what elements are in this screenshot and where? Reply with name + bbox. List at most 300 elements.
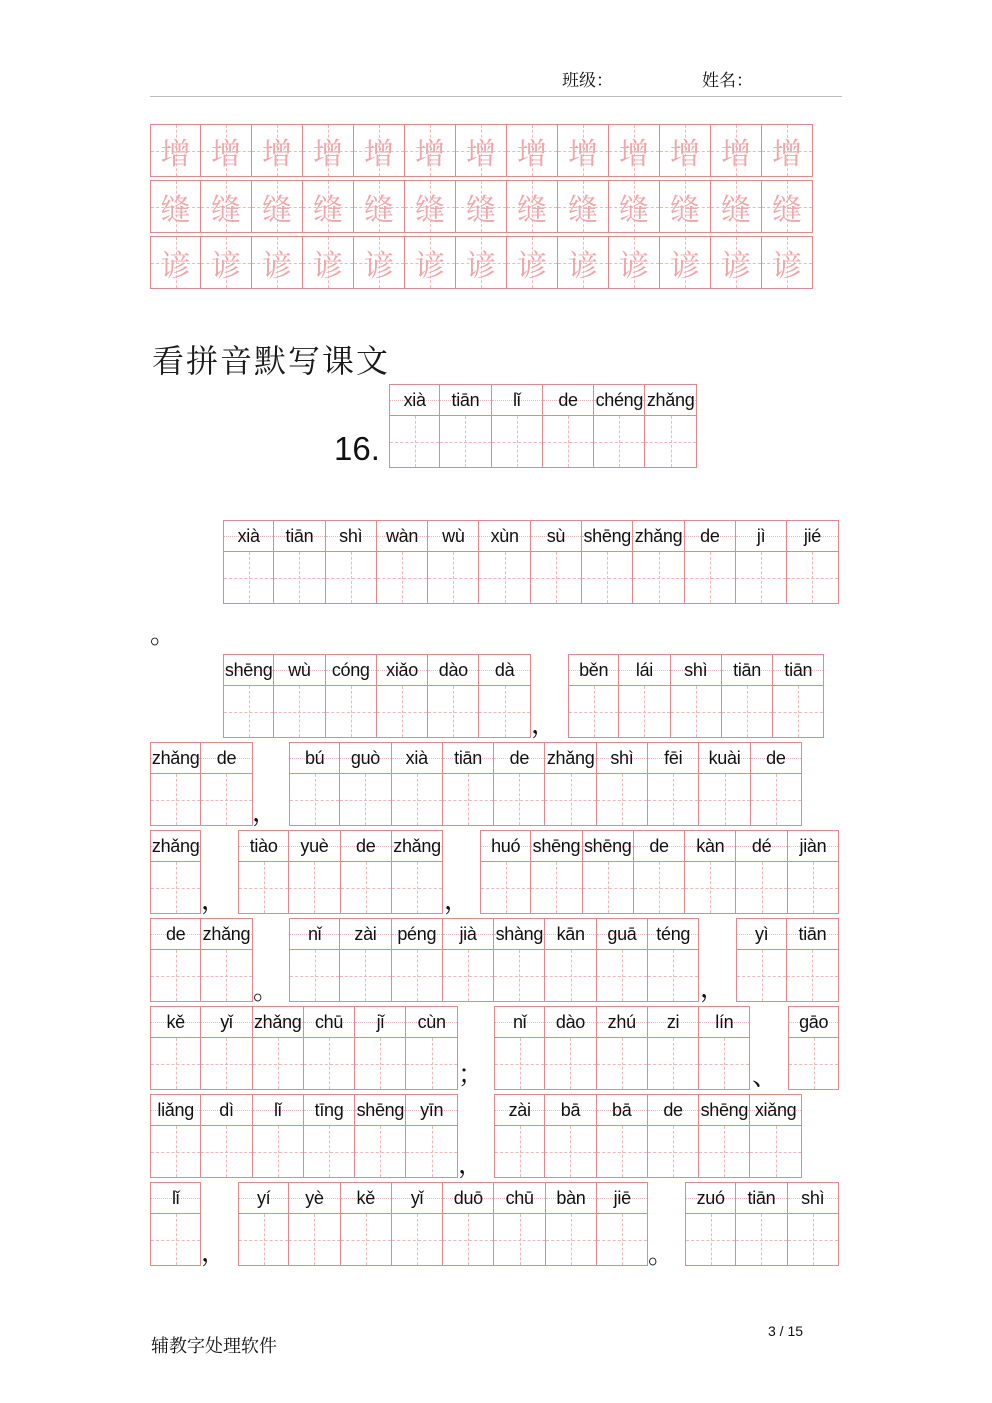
pinyin-syllable: shì bbox=[339, 525, 363, 546]
writing-cell[interactable] bbox=[568, 654, 619, 738]
writing-cell[interactable] bbox=[392, 830, 443, 914]
pinyin-label bbox=[341, 1183, 391, 1214]
tracing-character: 增 bbox=[466, 136, 496, 172]
character-box[interactable] bbox=[151, 862, 200, 913]
practice-cell[interactable] bbox=[711, 180, 762, 233]
writing-cell[interactable] bbox=[443, 1182, 494, 1266]
writing-cell[interactable] bbox=[788, 1006, 839, 1090]
pinyin-syllable: yīn bbox=[420, 1099, 444, 1120]
pinyin-label bbox=[239, 1183, 288, 1214]
character-box[interactable] bbox=[377, 686, 427, 737]
pinyin-syllable: guò bbox=[350, 747, 381, 768]
punct-comma: ， bbox=[531, 710, 558, 740]
pinyin-label bbox=[633, 521, 683, 552]
practice-cell[interactable] bbox=[456, 180, 507, 233]
character-box[interactable] bbox=[648, 774, 698, 825]
pinyin-label bbox=[787, 521, 837, 552]
pinyin-syllable: yí bbox=[256, 1187, 271, 1208]
writing-cell[interactable] bbox=[492, 384, 543, 468]
pinyin-syllable: de bbox=[663, 1099, 683, 1120]
character-box[interactable] bbox=[737, 950, 786, 1001]
practice-cell[interactable] bbox=[303, 124, 354, 177]
character-box[interactable] bbox=[377, 552, 427, 603]
character-box[interactable] bbox=[545, 950, 595, 1001]
pinyin-syllable: nǐ bbox=[512, 1011, 527, 1032]
character-box[interactable] bbox=[443, 1214, 493, 1265]
writing-cell[interactable] bbox=[428, 654, 479, 738]
writing-cell[interactable] bbox=[722, 654, 773, 738]
pinyin-label bbox=[290, 919, 339, 950]
pinyin-label bbox=[151, 1095, 200, 1126]
practice-cell[interactable] bbox=[558, 236, 609, 289]
writing-cell[interactable] bbox=[751, 742, 802, 826]
pinyin-syllable: zhǎng bbox=[646, 389, 695, 410]
writing-cell[interactable] bbox=[304, 1006, 355, 1090]
character-box[interactable] bbox=[289, 1214, 339, 1265]
writing-cell[interactable] bbox=[648, 918, 699, 1002]
writing-cell[interactable] bbox=[289, 1182, 340, 1266]
character-box[interactable] bbox=[494, 950, 544, 1001]
writing-cell[interactable] bbox=[494, 918, 545, 1002]
character-box[interactable] bbox=[634, 862, 684, 913]
practice-cell[interactable] bbox=[660, 124, 711, 177]
pinyin-label bbox=[224, 521, 273, 552]
character-box[interactable] bbox=[645, 416, 695, 467]
writing-cell[interactable] bbox=[699, 1094, 750, 1178]
character-box[interactable] bbox=[751, 774, 801, 825]
tracing-character: 缝 bbox=[415, 192, 445, 228]
practice-cell[interactable] bbox=[354, 236, 405, 289]
character-box[interactable] bbox=[597, 1126, 647, 1177]
practice-row bbox=[150, 236, 817, 289]
tracing-character: 缝 bbox=[772, 192, 802, 228]
page-indicator: 3 / 15 bbox=[768, 1323, 804, 1339]
pinyin-syllable: yǐ bbox=[220, 1011, 233, 1032]
practice-cell[interactable] bbox=[201, 180, 252, 233]
practice-cell[interactable] bbox=[150, 124, 201, 177]
character-box[interactable] bbox=[392, 1214, 442, 1265]
character-box[interactable] bbox=[545, 774, 595, 825]
pinyin-syllable: zhǎng bbox=[546, 747, 595, 768]
character-box[interactable] bbox=[619, 686, 669, 737]
character-box[interactable] bbox=[582, 552, 632, 603]
pinyin-syllable: yǐ bbox=[410, 1187, 424, 1208]
character-box[interactable] bbox=[274, 552, 324, 603]
writing-cell[interactable] bbox=[648, 742, 699, 826]
pinyin-syllable: shēng bbox=[356, 1099, 405, 1120]
character-box[interactable] bbox=[253, 1038, 303, 1089]
character-box[interactable] bbox=[699, 1126, 749, 1177]
writing-cell[interactable] bbox=[377, 654, 428, 738]
character-box[interactable] bbox=[224, 686, 273, 737]
writing-cell[interactable] bbox=[597, 1094, 648, 1178]
practice-cell[interactable] bbox=[762, 236, 813, 289]
character-box[interactable] bbox=[239, 1214, 288, 1265]
practice-cell[interactable] bbox=[150, 180, 201, 233]
writing-cell[interactable] bbox=[341, 830, 392, 914]
tracing-character: 谚 bbox=[160, 248, 191, 284]
writing-cell[interactable] bbox=[494, 1094, 545, 1178]
writing-cell[interactable] bbox=[289, 918, 340, 1002]
pinyin-syllable: shēng bbox=[700, 1099, 749, 1120]
character-box[interactable] bbox=[290, 950, 339, 1001]
character-box[interactable] bbox=[750, 1126, 800, 1177]
character-box[interactable] bbox=[326, 552, 376, 603]
pinyin-label bbox=[201, 919, 251, 950]
writing-cell[interactable] bbox=[685, 1182, 736, 1266]
pinyin-label bbox=[151, 831, 200, 862]
writing-cell[interactable] bbox=[582, 520, 633, 604]
tracing-character: 缝 bbox=[313, 192, 343, 228]
writing-cell[interactable] bbox=[392, 1182, 443, 1266]
character-box[interactable] bbox=[495, 1038, 544, 1089]
pinyin-label bbox=[750, 1095, 800, 1126]
character-box[interactable] bbox=[151, 1214, 200, 1265]
writing-cell[interactable] bbox=[645, 384, 696, 468]
character-box[interactable] bbox=[341, 1214, 391, 1265]
writing-cell[interactable] bbox=[341, 1182, 392, 1266]
character-box[interactable] bbox=[440, 416, 490, 467]
character-box[interactable] bbox=[736, 1214, 786, 1265]
practice-cell[interactable] bbox=[303, 180, 354, 233]
character-box[interactable] bbox=[787, 552, 837, 603]
writing-cell[interactable] bbox=[494, 742, 545, 826]
writing-cell[interactable] bbox=[545, 1094, 596, 1178]
pinyin-box-group bbox=[150, 1182, 201, 1266]
practice-cell[interactable] bbox=[405, 236, 456, 289]
character-box[interactable] bbox=[492, 416, 542, 467]
pinyin-box-group bbox=[150, 918, 253, 1002]
writing-cell[interactable] bbox=[634, 830, 685, 914]
practice-cell[interactable] bbox=[405, 124, 456, 177]
writing-cell[interactable] bbox=[583, 830, 634, 914]
writing-cell[interactable] bbox=[443, 918, 494, 1002]
writing-cell[interactable] bbox=[406, 1094, 457, 1178]
pinyin-label bbox=[494, 1183, 544, 1214]
writing-cell[interactable] bbox=[289, 830, 340, 914]
character-box[interactable] bbox=[253, 1126, 303, 1177]
character-box[interactable] bbox=[583, 862, 633, 913]
writing-cell[interactable] bbox=[340, 918, 391, 1002]
pinyin-syllable: bú bbox=[304, 747, 325, 768]
character-box[interactable] bbox=[151, 774, 200, 825]
character-box[interactable] bbox=[494, 774, 544, 825]
character-box[interactable] bbox=[428, 552, 478, 603]
character-box[interactable] bbox=[355, 1126, 405, 1177]
character-box[interactable] bbox=[224, 552, 273, 603]
character-box[interactable] bbox=[201, 1038, 251, 1089]
writing-cell[interactable] bbox=[750, 1094, 801, 1178]
practice-cell[interactable] bbox=[558, 124, 609, 177]
pinyin-label bbox=[224, 655, 273, 686]
practice-cell[interactable] bbox=[558, 180, 609, 233]
pinyin-syllable: dà bbox=[494, 659, 515, 680]
pinyin-syllable: shì bbox=[801, 1187, 825, 1208]
practice-cell[interactable] bbox=[609, 180, 660, 233]
character-box[interactable] bbox=[699, 1038, 749, 1089]
character-box[interactable] bbox=[340, 950, 390, 1001]
punct-period: 。 bbox=[648, 1240, 675, 1270]
punct-comma: ， bbox=[201, 1238, 228, 1268]
writing-cell[interactable] bbox=[326, 654, 377, 738]
writing-cell[interactable] bbox=[788, 830, 839, 914]
character-box[interactable] bbox=[671, 686, 721, 737]
character-box[interactable] bbox=[594, 416, 644, 467]
character-box[interactable] bbox=[546, 1214, 596, 1265]
practice-cell[interactable] bbox=[507, 124, 558, 177]
character-box[interactable] bbox=[789, 1038, 838, 1089]
writing-cell[interactable] bbox=[480, 830, 531, 914]
character-box[interactable] bbox=[390, 416, 439, 467]
writing-cell[interactable] bbox=[494, 1182, 545, 1266]
writing-cell[interactable] bbox=[223, 654, 274, 738]
writing-cell[interactable] bbox=[597, 1006, 648, 1090]
character-box[interactable] bbox=[736, 552, 786, 603]
character-box[interactable] bbox=[531, 862, 581, 913]
writing-cell[interactable] bbox=[494, 1006, 545, 1090]
character-box[interactable] bbox=[494, 1214, 544, 1265]
character-box[interactable] bbox=[392, 862, 442, 913]
writing-cell[interactable] bbox=[443, 742, 494, 826]
writing-cell[interactable] bbox=[201, 742, 252, 826]
character-box[interactable] bbox=[326, 686, 376, 737]
practice-cell[interactable] bbox=[456, 124, 507, 177]
writing-cell[interactable] bbox=[736, 830, 787, 914]
tracing-character: 缝 bbox=[568, 192, 598, 228]
writing-cell[interactable] bbox=[597, 1182, 648, 1266]
writing-cell[interactable] bbox=[597, 742, 648, 826]
practice-cell[interactable] bbox=[762, 124, 813, 177]
character-box[interactable] bbox=[201, 774, 251, 825]
pinyin-label bbox=[479, 521, 529, 552]
character-box[interactable] bbox=[151, 1126, 200, 1177]
writing-cell[interactable] bbox=[671, 654, 722, 738]
character-box[interactable] bbox=[479, 686, 529, 737]
character-box[interactable] bbox=[773, 686, 823, 737]
pinyin-syllable: tiān bbox=[798, 923, 827, 944]
character-box[interactable] bbox=[443, 774, 493, 825]
practice-cell[interactable] bbox=[150, 236, 201, 289]
writing-cell[interactable] bbox=[543, 384, 594, 468]
character-box[interactable] bbox=[597, 1214, 647, 1265]
character-box[interactable] bbox=[406, 1126, 456, 1177]
practice-cell[interactable] bbox=[201, 236, 252, 289]
writing-cell[interactable] bbox=[389, 384, 440, 468]
practice-cell[interactable] bbox=[609, 236, 660, 289]
character-box[interactable] bbox=[736, 862, 786, 913]
writing-cell[interactable] bbox=[545, 918, 596, 1002]
practice-cell[interactable] bbox=[303, 236, 354, 289]
character-box[interactable] bbox=[686, 1214, 735, 1265]
character-box[interactable] bbox=[479, 552, 529, 603]
character-box[interactable] bbox=[788, 862, 838, 913]
character-box[interactable] bbox=[648, 950, 698, 1001]
writing-cell[interactable] bbox=[619, 654, 670, 738]
character-box[interactable] bbox=[722, 686, 772, 737]
character-box[interactable] bbox=[543, 416, 593, 467]
character-box[interactable] bbox=[495, 1126, 544, 1177]
practice-cell[interactable] bbox=[660, 236, 711, 289]
writing-cell[interactable] bbox=[289, 742, 340, 826]
writing-cell[interactable] bbox=[274, 654, 325, 738]
character-box[interactable] bbox=[597, 950, 647, 1001]
pinyin-label bbox=[406, 1095, 456, 1126]
character-box[interactable] bbox=[392, 950, 442, 1001]
character-box[interactable] bbox=[274, 686, 324, 737]
practice-cell[interactable] bbox=[354, 180, 405, 233]
writing-cell[interactable] bbox=[150, 918, 201, 1002]
practice-cell[interactable] bbox=[405, 180, 456, 233]
pinyin-syllable: tīng bbox=[314, 1099, 344, 1120]
character-box[interactable] bbox=[545, 1038, 595, 1089]
practice-cell[interactable] bbox=[252, 124, 303, 177]
pinyin-label bbox=[428, 521, 478, 552]
writing-cell[interactable] bbox=[150, 1006, 201, 1090]
character-box[interactable] bbox=[239, 862, 288, 913]
writing-cell[interactable] bbox=[201, 1006, 252, 1090]
writing-cell[interactable] bbox=[201, 918, 252, 1002]
writing-cell[interactable] bbox=[699, 1006, 750, 1090]
writing-cell[interactable] bbox=[238, 1182, 289, 1266]
practice-cell[interactable] bbox=[201, 124, 252, 177]
writing-cell[interactable] bbox=[406, 1006, 457, 1090]
character-box[interactable] bbox=[304, 1038, 354, 1089]
writing-cell[interactable] bbox=[238, 830, 289, 914]
pinyin-syllable: lái bbox=[635, 659, 653, 680]
writing-cell[interactable] bbox=[150, 1182, 201, 1266]
writing-cell[interactable] bbox=[274, 520, 325, 604]
writing-cell[interactable] bbox=[150, 742, 201, 826]
character-box[interactable] bbox=[304, 1126, 354, 1177]
writing-cell[interactable] bbox=[773, 654, 824, 738]
pinyin-syllable: guā bbox=[607, 923, 637, 944]
writing-cell[interactable] bbox=[392, 918, 443, 1002]
character-box[interactable] bbox=[531, 552, 581, 603]
tracing-character: 缝 bbox=[466, 192, 496, 228]
practice-cell[interactable] bbox=[711, 236, 762, 289]
writing-cell[interactable] bbox=[787, 520, 838, 604]
character-box[interactable] bbox=[201, 1126, 251, 1177]
practice-row bbox=[150, 180, 817, 233]
writing-cell[interactable] bbox=[633, 520, 684, 604]
writing-cell[interactable] bbox=[531, 830, 582, 914]
character-box[interactable] bbox=[406, 1038, 456, 1089]
practice-cell[interactable] bbox=[252, 236, 303, 289]
writing-cell[interactable] bbox=[340, 742, 391, 826]
writing-cell[interactable] bbox=[531, 520, 582, 604]
writing-cell[interactable] bbox=[253, 1094, 304, 1178]
writing-cell[interactable] bbox=[648, 1006, 699, 1090]
punct-semicolon: ； bbox=[458, 1060, 485, 1090]
writing-cell[interactable] bbox=[479, 520, 530, 604]
writing-cell[interactable] bbox=[736, 918, 787, 1002]
writing-cell[interactable] bbox=[546, 1182, 597, 1266]
practice-cell[interactable] bbox=[507, 236, 558, 289]
character-box[interactable] bbox=[151, 1038, 200, 1089]
writing-cell[interactable] bbox=[326, 520, 377, 604]
writing-cell[interactable] bbox=[736, 1182, 787, 1266]
writing-cell[interactable] bbox=[440, 384, 491, 468]
pinyin-label bbox=[390, 385, 439, 416]
character-box[interactable] bbox=[341, 862, 391, 913]
pinyin-box-group bbox=[150, 742, 253, 826]
practice-cell[interactable] bbox=[609, 124, 660, 177]
writing-cell[interactable] bbox=[685, 830, 736, 914]
character-box[interactable] bbox=[685, 552, 735, 603]
character-box[interactable] bbox=[699, 774, 749, 825]
writing-cell[interactable] bbox=[223, 520, 274, 604]
practice-cell[interactable] bbox=[507, 180, 558, 233]
character-box[interactable] bbox=[443, 950, 493, 1001]
writing-cell[interactable] bbox=[201, 1094, 252, 1178]
character-box[interactable] bbox=[597, 1038, 647, 1089]
character-box[interactable] bbox=[481, 862, 530, 913]
character-box[interactable] bbox=[685, 862, 735, 913]
writing-cell[interactable] bbox=[736, 520, 787, 604]
writing-cell[interactable] bbox=[253, 1006, 304, 1090]
writing-cell[interactable] bbox=[392, 742, 443, 826]
pinyin-label bbox=[326, 655, 376, 686]
writing-cell[interactable] bbox=[355, 1006, 406, 1090]
writing-cell[interactable] bbox=[150, 1094, 201, 1178]
practice-cell[interactable] bbox=[456, 236, 507, 289]
character-box[interactable] bbox=[428, 686, 478, 737]
writing-cell[interactable] bbox=[304, 1094, 355, 1178]
character-box[interactable] bbox=[289, 862, 339, 913]
character-box[interactable] bbox=[597, 774, 647, 825]
character-box[interactable] bbox=[355, 1038, 405, 1089]
practice-cell[interactable] bbox=[762, 180, 813, 233]
writing-cell[interactable] bbox=[479, 654, 530, 738]
writing-cell[interactable] bbox=[597, 918, 648, 1002]
pinyin-box-group bbox=[289, 742, 802, 826]
character-box[interactable] bbox=[392, 774, 442, 825]
writing-cell[interactable] bbox=[648, 1094, 699, 1178]
writing-cell[interactable] bbox=[787, 918, 838, 1002]
pinyin-syllable: yuè bbox=[300, 835, 329, 856]
character-box[interactable] bbox=[788, 1214, 838, 1265]
writing-cell[interactable] bbox=[545, 1006, 596, 1090]
character-box[interactable] bbox=[290, 774, 339, 825]
pinyin-label bbox=[634, 831, 684, 862]
writing-cell[interactable] bbox=[428, 520, 479, 604]
character-box[interactable] bbox=[545, 1126, 595, 1177]
character-box[interactable] bbox=[201, 950, 251, 1001]
writing-cell[interactable] bbox=[545, 742, 596, 826]
character-box[interactable] bbox=[648, 1038, 698, 1089]
pinyin-syllable: zhǎng bbox=[151, 835, 200, 856]
practice-cell[interactable] bbox=[660, 180, 711, 233]
practice-cell[interactable] bbox=[711, 124, 762, 177]
character-box[interactable] bbox=[787, 950, 837, 1001]
writing-cell[interactable] bbox=[699, 742, 750, 826]
character-box[interactable] bbox=[151, 950, 200, 1001]
pinyin-syllable: cùn bbox=[417, 1011, 446, 1032]
writing-cell[interactable] bbox=[377, 520, 428, 604]
practice-cell[interactable] bbox=[252, 180, 303, 233]
writing-cell[interactable] bbox=[150, 830, 201, 914]
character-box[interactable] bbox=[340, 774, 390, 825]
writing-cell[interactable] bbox=[788, 1182, 839, 1266]
character-box[interactable] bbox=[648, 1126, 698, 1177]
writing-cell[interactable] bbox=[594, 384, 645, 468]
writing-cell[interactable] bbox=[685, 520, 736, 604]
character-box[interactable] bbox=[569, 686, 618, 737]
character-box[interactable] bbox=[633, 552, 683, 603]
practice-cell[interactable] bbox=[354, 124, 405, 177]
pinyin-syllable: zhú bbox=[607, 1011, 636, 1032]
writing-cell[interactable] bbox=[355, 1094, 406, 1178]
